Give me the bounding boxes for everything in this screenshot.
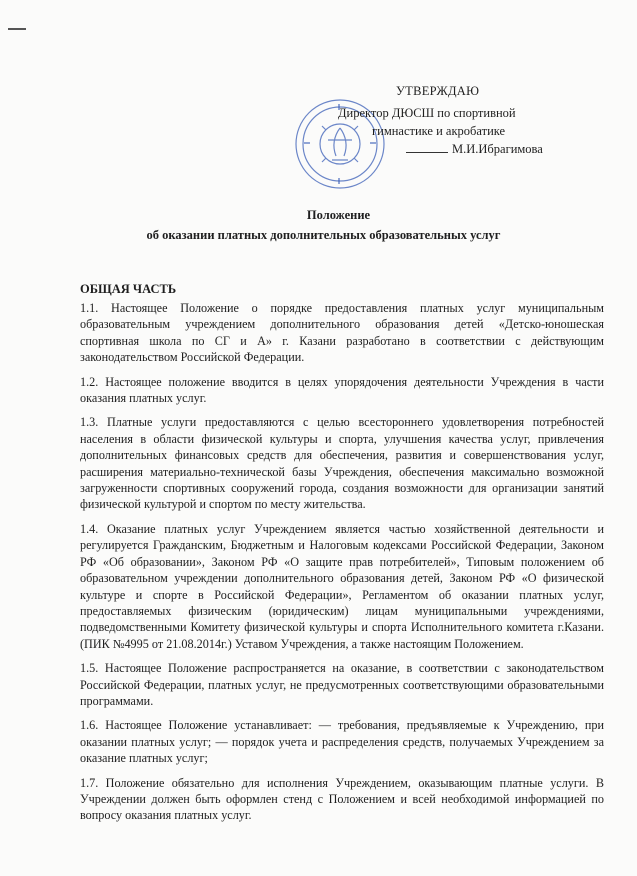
section-heading: ОБЩАЯ ЧАСТЬ xyxy=(80,282,177,296)
paragraph-1-6: 1.6. Настоящее Положение устанавливает: — требования, предъявляемые к Учреждению, при оказании платных услуг; — порядок учета и распределения средств, получаемых Учреждением за оказание платных услуг; xyxy=(80,718,604,766)
paragraph-1-1: 1.1. Настоящее Положение о порядке предоставления платных услуг муниципальным образовательным учреждением дополнительного образования детей «Детско-юношеская спортивная школа по СГ и А» г. Казани разработано в соответствии с действующим законодательством Российской Федерации. xyxy=(80,301,604,365)
signature-line xyxy=(406,152,448,153)
approver-name: М.И.Ибрагимова xyxy=(452,142,543,156)
approval-position-line2: гимнастике и акробатике xyxy=(372,124,506,138)
paragraph-1-5: 1.5. Настоящее Положение распространяется на оказание, в соответствии с законодательством Российской Федерации, платных услуг, не предусмотренных соответствующими образовательными программами. xyxy=(80,661,604,708)
scan-corner-mark xyxy=(8,28,26,30)
document-body xyxy=(80,300,604,832)
paragraph-1-4: 1.4. Оказание платных услуг Учреждением является частью хозяйственной деятельности и регулируется Гражданским, Бюджетным и Налоговым кодексами Российской Федерации, Законом РФ «Об образовании», Законом РФ «О защите прав потребителей», Типовым положением об образовательном учреждении дополнительного образования детей, Законом РФ «О физической культуре и спорте в Российской Федерации», Регламентом об оказании платных услуг, предоставляемых физическим (юридическим) лицам муниципальными учреждениями, подведомственными Комитету физической культуры и спорта Исполнительного комитета г.Казани. (ПИК №4995 от 21.08.2014г.) Уставом Учреждения, а также настоящим Положением. xyxy=(80,521,604,651)
paragraph-1-2: 1.2. Настоящее положение вводится в целях упорядочения деятельности Учреждения в части оказания платных услуг. xyxy=(80,374,604,406)
approval-position-line1: Директор ДЮСШ по спортивной xyxy=(338,106,516,120)
document-subtitle: об оказании платных дополнительных образовательных услуг xyxy=(146,228,501,242)
approval-word: УТВЕРЖДАЮ xyxy=(396,84,480,98)
document-title: Положение xyxy=(306,208,371,222)
paragraph-1-7: 1.7. Положение обязательно для исполнения Учреждением, оказывающим платные услуги. В Учреждении должен быть оформлен стенд с Положением и всей необходимой информацией по вопросу оказания платных услуг. xyxy=(80,775,604,823)
paragraph-1-3: 1.3. Платные услуги предоставляются с целью всестороннего удовлетворения потребностей населения в области физической культуры и спорта, улучшения качества услуг, привлечения дополнительных финансовых средств для обеспечения, развития и совершенствования услуг, расширения материально-технической базы Учреждения, обеспечения максимально возможной загруженности спортивных сооружений города, создания возможности для организации занятий физической культурой и спортом по месту жительства. xyxy=(80,415,604,512)
